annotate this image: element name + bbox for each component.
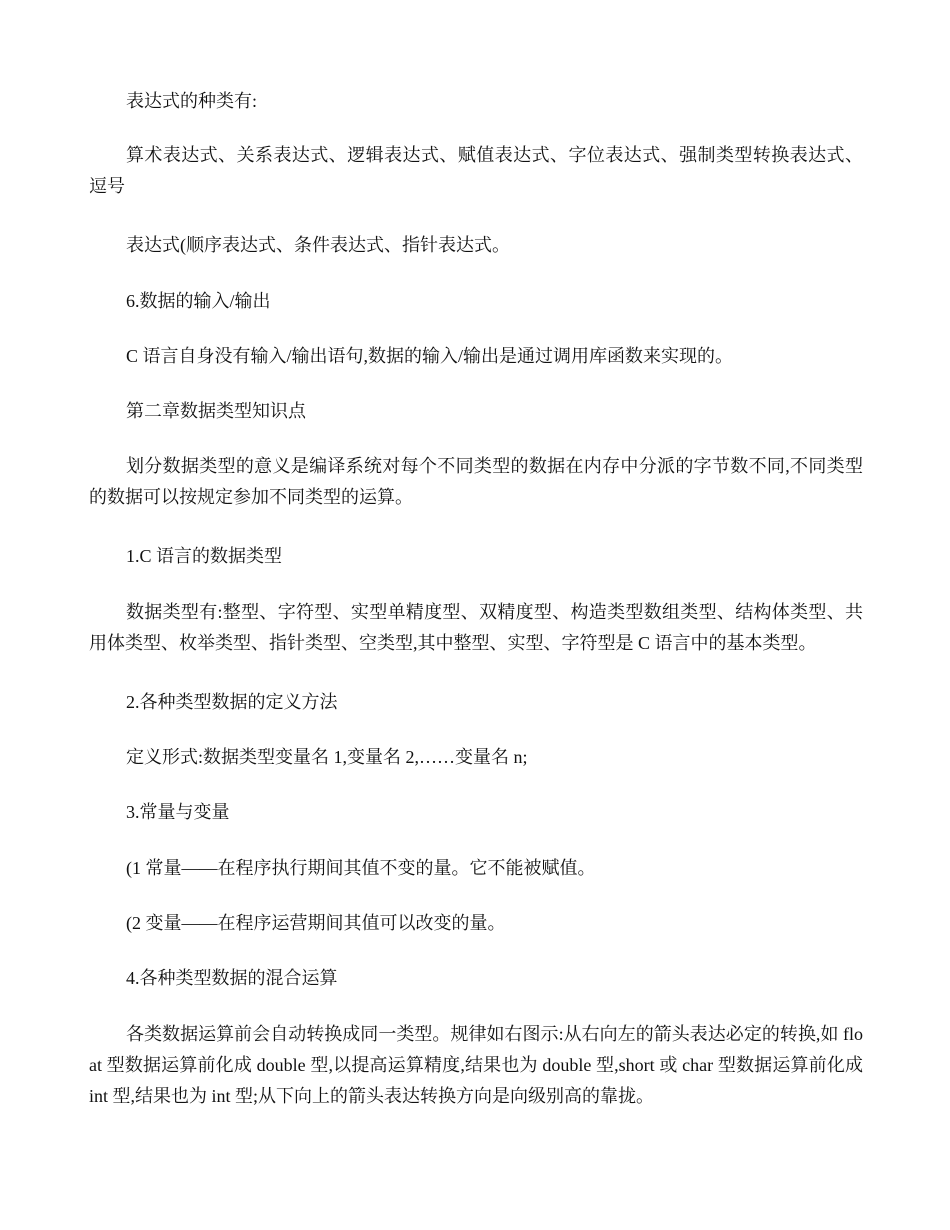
heading-chapter-two: 第二章数据类型知识点 <box>126 401 306 421</box>
heading-mixed-operations: 4.各种类型数据的混合运算 <box>126 968 338 988</box>
paragraph-expression-list-cont: 表达式(顺序表达式、条件表达式、指针表达式。 <box>126 235 510 255</box>
heading-c-data-types: 1.C 语言的数据类型 <box>126 546 283 566</box>
heading-data-io: 6.数据的输入/输出 <box>126 291 271 311</box>
paragraph-mixed-operations: 各类数据运算前会自动转换成同一类型。规律如右图示:从右向左的箭头表达必定的转换,如 float 型数据运算前化成 double 型,以提高运算精度,结果也为 double 型,short 或 char 型数据运算前化成 int 型,结果也为 int 型;从下向上的箭头表达转换方向是向级别高的靠拢。 <box>89 1024 863 1106</box>
paragraph-definition-form: 定义形式:数据类型变量名 1,变量名 2,……变量名 n; <box>126 747 528 767</box>
paragraph-constant: (1 常量——在程序执行期间其值不变的量。它不能被赋值。 <box>126 858 596 878</box>
heading-definition-methods: 2.各种类型数据的定义方法 <box>126 692 338 712</box>
paragraph-data-type-meaning: 划分数据类型的意义是编译系统对每个不同类型的数据在内存中分派的字节数不同,不同类型的数据可以按规定参加不同类型的运算。 <box>89 456 863 507</box>
heading-constants-variables: 3.常量与变量 <box>126 802 230 822</box>
paragraph-data-io: C 语言自身没有输入/输出语句,数据的输入/输出是通过调用库函数来实现的。 <box>126 346 734 366</box>
paragraph-data-type-list: 数据类型有:整型、字符型、实型单精度型、双精度型、构造类型数组类型、结构体类型、共用体类型、枚举类型、指针类型、空类型,其中整型、实型、字符型是 C 语言中的基本类型。 <box>89 602 863 653</box>
paragraph-expression-list: 算术表达式、关系表达式、逻辑表达式、赋值表达式、字位表达式、强制类型转换表达式、逗号 <box>89 145 863 196</box>
paragraph-expression-kinds: 表达式的种类有: <box>126 91 258 111</box>
paragraph-variable: (2 变量——在程序运营期间其值可以改变的量。 <box>126 913 506 933</box>
